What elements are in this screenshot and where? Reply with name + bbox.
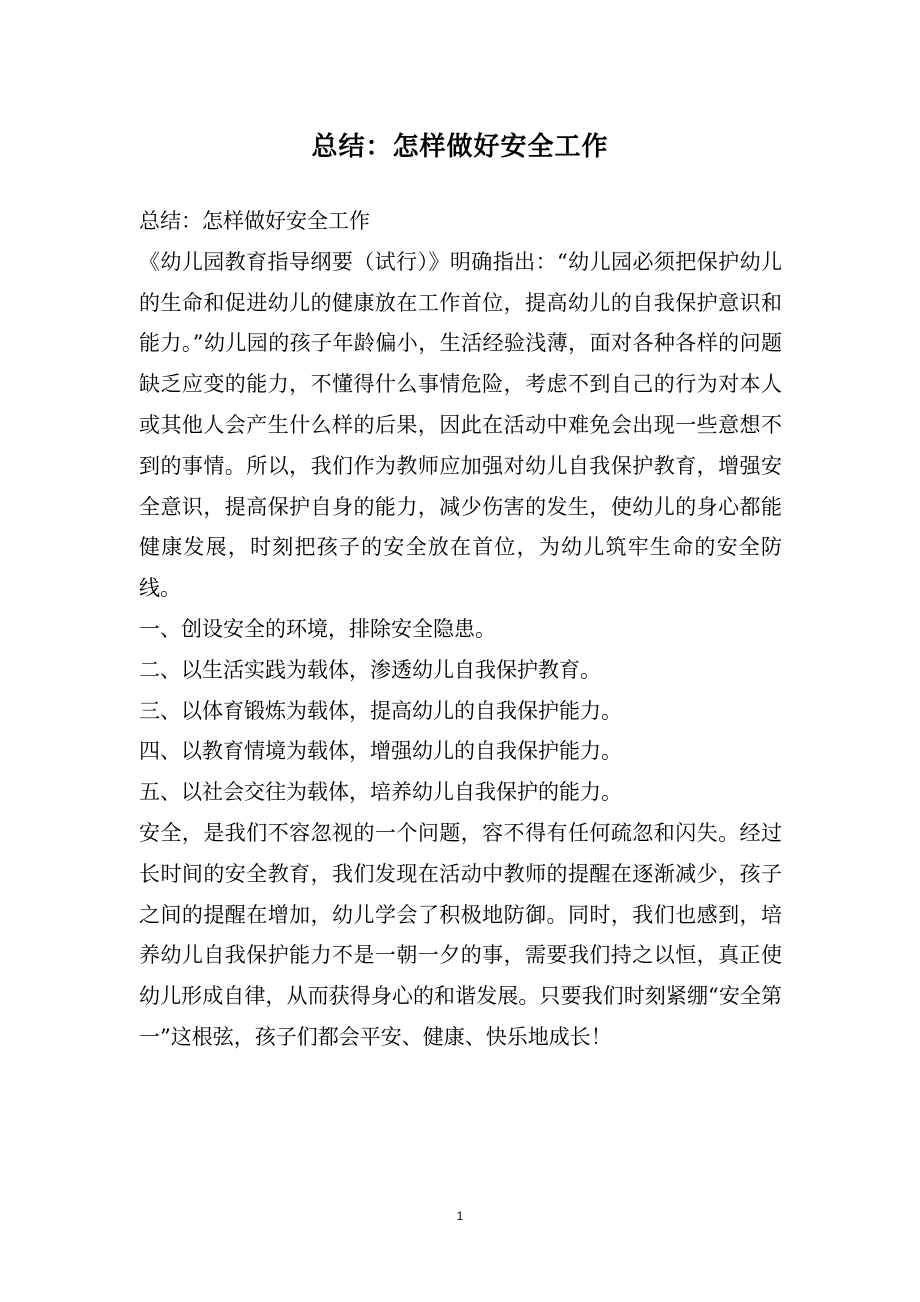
conclusion-paragraph: 安全，是我们不容忽视的一个问题，容不得有任何疏忽和闪失。经过长时间的安全教育，我们发现在活动中教师的提醒在逐渐减少，孩子之间的提醒在增加，幼儿学会了积极地防御。同时，我们也感到，培养幼儿自我保护能力不是一朝一夕的事，需要我们持之以恒，真正使幼儿形成自律，从而获得身心的和谐发展。只要我们时刻紧绷“安全第一”这根弦，孩子们都会平安、健康、快乐地成长！: [139, 820, 782, 1049]
point-five: 五、以社会交往为载体，培养幼儿自我保护的能力。: [139, 780, 622, 805]
point-one: 一、创设安全的环境，排除安全隐患。: [139, 616, 496, 641]
intro-paragraph: 《幼儿园教育指导纲要（试行）》明确指出：“幼儿园必须把保护幼儿的生命和促进幼儿的健康放在工作首位，提高幼儿的自我保护意识和能力。”幼儿园的孩子年龄偏小，生活经验浅薄，面对各种各样的问题缺乏应变的能力，不懂得什么事情危险，考虑不到自己的行为对本人或其他人会产生什么样的后果，因此在活动中难免会出现一些意想不到的事情。所以，我们作为教师应加强对幼儿自我保护教育，增强安全意识，提高保护自身的能力，减少伤害的发生，使幼儿的身心都能健康发展，时刻把孩子的安全放在首位，为幼儿筑牢生命的安全防线。: [139, 249, 782, 601]
document-title: 总结：怎样做好安全工作: [311, 132, 609, 163]
point-three: 三、以体育锻炼为载体，提高幼儿的自我保护能力。: [139, 698, 622, 723]
subtitle-paragraph: 总结：怎样做好安全工作: [139, 209, 370, 233]
document-body: [139, 201, 782, 1058]
point-four: 四、以教育情境为载体，增强幼儿的自我保护能力。: [139, 739, 622, 764]
point-two: 二、以生活实践为载体，渗透幼儿自我保护教育。: [139, 657, 601, 682]
page-number: 1: [456, 1209, 464, 1223]
